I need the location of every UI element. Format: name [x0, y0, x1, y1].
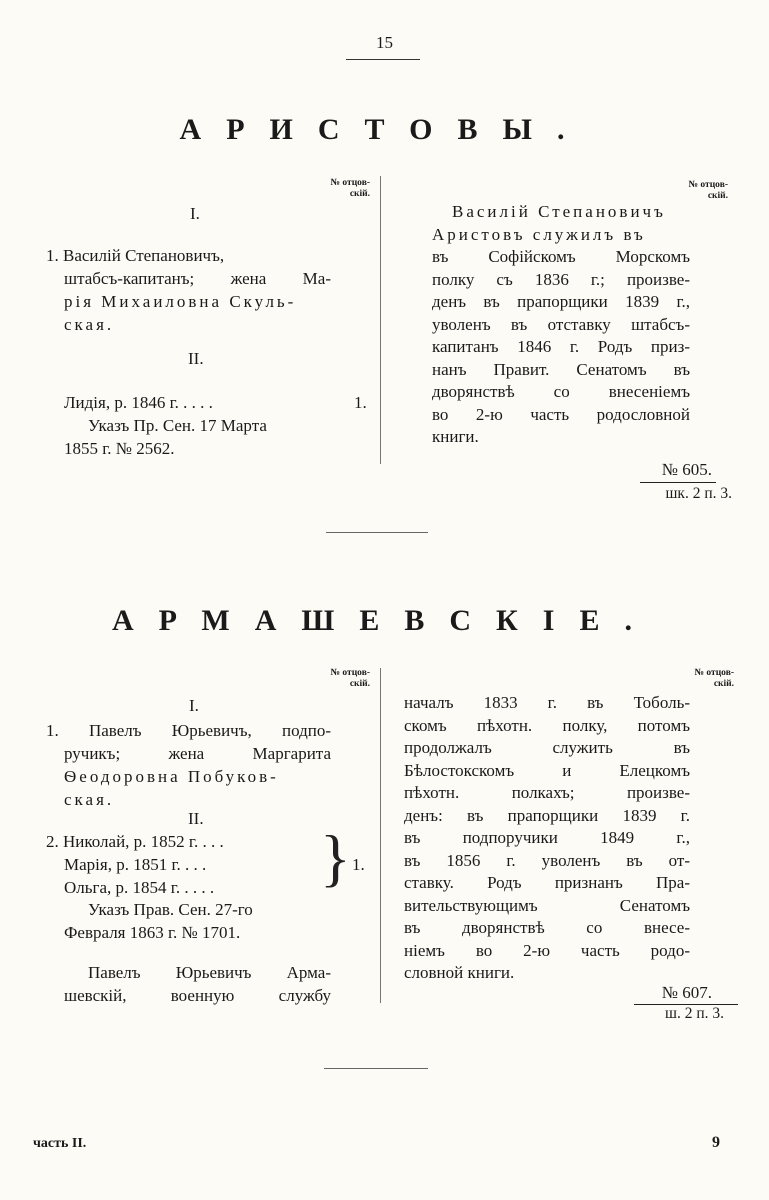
- section-title-armashevskie: АРМАШЕВСКІЕ.: [112, 604, 657, 637]
- text-line: Василій Степановичъ: [452, 202, 666, 221]
- entry-line: штабсъ-капитанъ; жена Ма-: [64, 269, 331, 288]
- text-line: въ подпоручики 1849 г.,: [404, 828, 690, 847]
- father-number: 1.: [354, 393, 367, 412]
- generation-heading: I.: [189, 696, 199, 715]
- entry-line: ская.: [64, 790, 115, 809]
- text-line: денъ: въ прапорщики 1839 г.: [404, 805, 690, 825]
- text-line: капитанъ 1846 г. Родъ приз-: [432, 337, 690, 356]
- decree-line: Указъ Пр. Сен. 17 Марта: [88, 416, 267, 435]
- entry-line: 1. Павелъ Юрьевичъ, подпо-: [46, 721, 331, 740]
- section-separator: [326, 532, 428, 533]
- right-brace: }: [320, 822, 351, 893]
- biography-line: Павелъ Юрьевичъ Арма-: [88, 963, 331, 982]
- text-line: скомъ пѣхотн. полку, потомъ: [404, 715, 690, 735]
- page-number-rule: [346, 59, 420, 60]
- text-line: книги.: [432, 427, 479, 446]
- page-number: 15: [376, 33, 393, 52]
- text-line: вительствующимъ Сенатомъ: [404, 895, 690, 915]
- right-column-text: [432, 201, 690, 449]
- child-line: Марія, р. 1851 г. . . .: [64, 855, 207, 874]
- text-line: нанъ Правит. Сенатомъ въ: [432, 359, 690, 379]
- generation-heading: I.: [190, 204, 200, 223]
- text-line: продолжалъ служить въ: [404, 738, 690, 757]
- text-line: пѣхотн. полкахъ; произве-: [404, 783, 690, 802]
- decree-line: Февраля 1863 г. № 1701.: [64, 923, 241, 942]
- decree-line: 1855 г. № 2562.: [64, 439, 175, 458]
- text-line: полку съ 1836 г.; произве-: [432, 269, 690, 289]
- entry-line: ручикъ; жена Маргарита: [64, 744, 331, 763]
- column-header-right: № отцов- скій.: [694, 668, 734, 689]
- text-line: во 2-ю часть родословной: [432, 404, 690, 424]
- column-divider: [380, 176, 381, 464]
- column-header-left: № отцов- скій.: [330, 178, 370, 199]
- record-reference: шк. 2 п. 3.: [665, 485, 732, 502]
- decree-line: Указъ Прав. Сен. 27-го: [88, 900, 253, 919]
- child-line: 2. Николай, р. 1852 г. . . .: [46, 832, 224, 851]
- child-line: Лидія, р. 1846 г. . . . .: [64, 393, 213, 412]
- record-reference: ш. 2 п. 3.: [665, 1005, 724, 1022]
- entry-line: 1. Василій Степановичъ,: [46, 246, 225, 265]
- text-line: въ Софійскомъ Морскомъ: [432, 247, 690, 266]
- entry-line: Ѳеодоровна Побуков-: [64, 767, 279, 786]
- section-title-aristovy: АРИСТОВЫ.: [179, 113, 590, 146]
- generation-heading: II.: [188, 349, 204, 368]
- entry-line: ская.: [64, 315, 115, 334]
- text-line: денъ въ прапорщики 1839 г.,: [432, 292, 690, 311]
- section-separator: [324, 1068, 428, 1069]
- text-line: ставку. Родъ признанъ Пра-: [404, 873, 690, 892]
- text-line: началъ 1833 г. въ Тоболь-: [404, 693, 690, 712]
- footer-signature-number: 9: [712, 1134, 720, 1151]
- father-number: 1.: [352, 855, 365, 874]
- column-header-right: № отцов- скій.: [688, 180, 728, 201]
- footer-part: часть II.: [33, 1136, 87, 1151]
- text-line: въ 1856 г. уволенъ въ от-: [404, 850, 690, 870]
- text-line: Аристовъ служилъ въ: [432, 224, 646, 244]
- text-line: Бѣлостокскомъ и Елецкомъ: [404, 760, 690, 780]
- column-divider: [380, 668, 381, 1003]
- text-line: дворянствѣ со внесеніемъ: [432, 382, 690, 401]
- text-line: ніемъ во 2-ю часть родо-: [404, 940, 690, 960]
- child-line: Ольга, р. 1854 г. . . . .: [64, 878, 215, 897]
- text-line: уволенъ въ отставку штабсъ-: [432, 314, 690, 334]
- biography-line: шевскій, военную службу: [64, 986, 331, 1005]
- column-header-left: № отцов- скій.: [330, 668, 370, 689]
- record-number: № 605.: [661, 460, 712, 479]
- text-line: въ дворянствѣ со внесе-: [404, 918, 690, 937]
- right-column-text: [404, 692, 690, 985]
- generation-heading: II.: [188, 809, 204, 828]
- record-number: № 607.: [661, 983, 712, 1002]
- text-line: словной книги.: [404, 963, 515, 982]
- entry-line: рія Михаиловна Скуль-: [64, 292, 297, 311]
